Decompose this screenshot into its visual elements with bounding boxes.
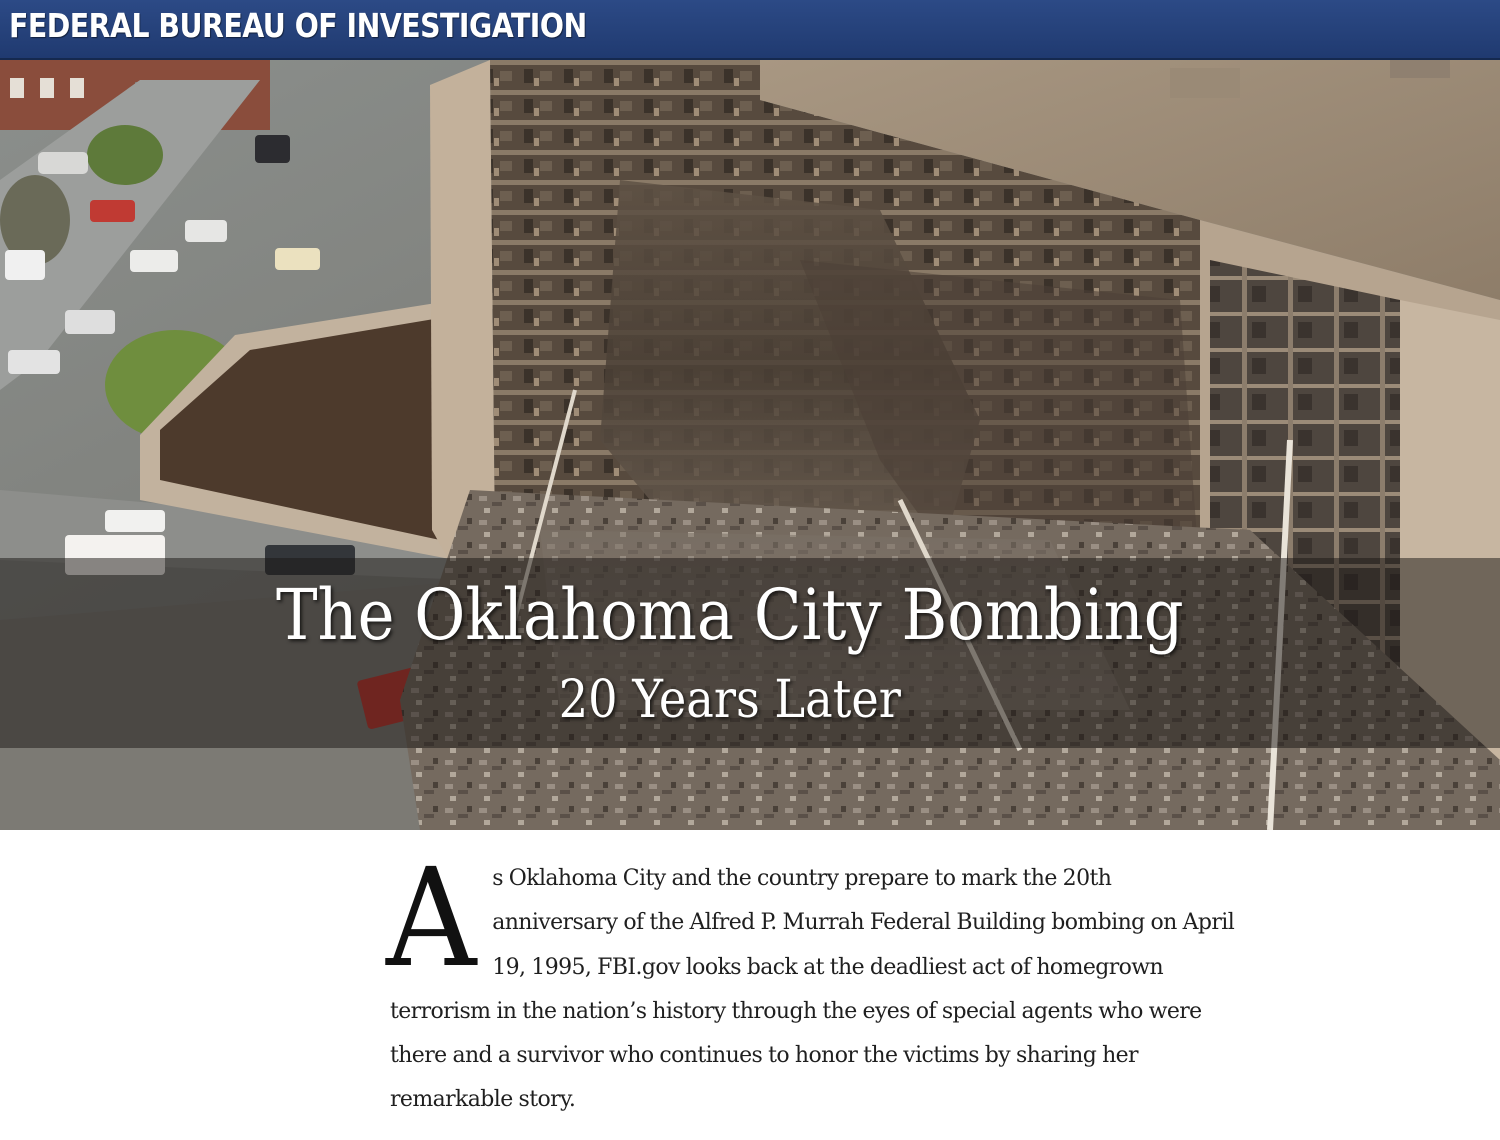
site-title[interactable]: FEDERAL BUREAU OF INVESTIGATION (9, 6, 587, 45)
article-body (386, 840, 1240, 1123)
intro-paragraph: s Oklahoma City and the country prepare to mark the 20th anniversary of the Alfred P. Murrah Federal Building bombing on April 19, 1995, FBI.gov looks back at the deadliest act of homegrown terrorism in the nation’s history through the eyes of special agents who were there and a survivor who continues to honor the victims by sharing her remarkable story. (390, 866, 1235, 1113)
drop-cap: A (386, 840, 477, 998)
hero-subtitle: 20 Years Later (558, 670, 901, 730)
hero-title: The Oklahoma City Bombing (275, 574, 1184, 656)
hero-title-band (0, 558, 1500, 748)
hero-banner (0, 60, 1500, 830)
site-header (0, 0, 1500, 60)
